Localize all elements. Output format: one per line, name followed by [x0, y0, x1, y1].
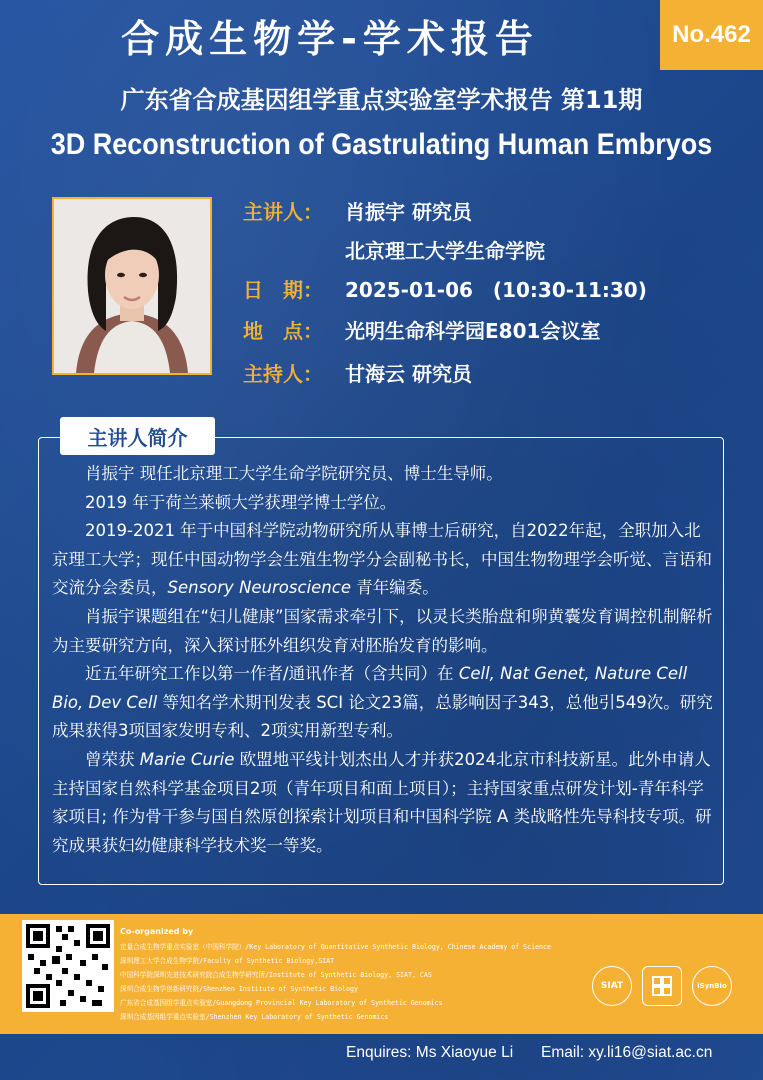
bio-text — [52, 460, 714, 860]
bio-paragraph: 肖振宇 现任北京理工大学生命学院研究员、博士生导师。 — [85, 464, 503, 483]
siat-logo: SIAT — [592, 966, 632, 1006]
poster-main-title: 合成生物学-学术报告 — [121, 17, 539, 61]
host-label: 主持人： — [243, 362, 323, 386]
enquiries-contact: Enquires: Ms Xiaoyue Li — [346, 1044, 514, 1061]
coorganizer-line: 深圳合成基因组学重点实验室/Shenzhen Key Laboratory of Synthetic Genomics — [120, 1013, 389, 1021]
issue-number-badge: No.462 — [660, 0, 763, 70]
isynbio-logo: iSynBio — [692, 966, 732, 1006]
bio-section-label: 主讲人简介 — [60, 417, 215, 455]
date-value: 2025-01-06 (10:30-11:30) — [345, 278, 647, 302]
qr-code-icon[interactable] — [22, 920, 114, 1012]
date-label: 日 期： — [243, 278, 323, 302]
journal-names: Cell, Nat Genet, Nature Cell Bio, Dev Cell — [52, 664, 688, 712]
location-label: 地 点： — [243, 319, 323, 343]
coorganizer-line: 中国科学院深圳先进技术研究院合成生物学研究所/Institute of Synthetic Biology, SIAT, CAS — [120, 971, 432, 979]
bio-paragraph: 2019-2021 年于中国科学院动物研究所从事博士后研究，自2022年起，全职加入北京理工大学；现任中国动物学会生殖生物学分会副秘书长，中国生物物理学会听觉、言语和交流分会委员，Sensory Neuroscience 青年编委。 — [52, 521, 712, 598]
award-name: Marie Curie — [139, 749, 235, 769]
speaker-affiliation: 北京理工大学生命学院 — [345, 239, 545, 263]
contact-email[interactable]: Email: xy.li16@siat.ac.cn — [541, 1044, 713, 1061]
speaker-label: 主讲人： — [243, 200, 323, 224]
coorganizer-line: 深圳理工大学合成生物学院/Faculty of Synthetic Biology,SIAT — [120, 957, 335, 965]
bio-paragraph: 肖振宇课题组在“妇儿健康”国家需求牵引下，以灵长类胎盘和卵黄囊发育调控机制解析为主要研究方向，深入探讨胚外组织发育对胚胎发育的影响。 — [52, 606, 713, 655]
poster-subtitle: 广东省合成基因组学重点实验室学术报告 第11期 — [120, 86, 643, 114]
coorganizer-line: 广东省合成基因组学重点实验室/Guangdong Provincial Key Laboratory of Synthetic Genomics — [120, 999, 443, 1007]
speaker-name: 肖振宇 研究员 — [345, 200, 472, 224]
portrait-illustration — [54, 199, 210, 373]
bio-paragraph: 近五年研究工作以第一作者/通讯作者（含共同）在 Cell, Nat Genet, Nature Cell Bio, Dev Cell 等知名学术期刊发表 SCI 论文23篇，总影响因子343，总他引549次。研究成果获得3项国家发明专利、2项实用新型专利。 — [52, 664, 713, 741]
institute-logo-icon — [642, 966, 682, 1006]
location-value: 光明生命科学园E801会议室 — [345, 319, 601, 343]
host-value: 甘海云 研究员 — [345, 362, 472, 386]
journal-name: Sensory Neuroscience — [167, 578, 351, 598]
bio-paragraph: 2019 年于荷兰莱顿大学获理学博士学位。 — [85, 492, 397, 512]
talk-title: 3D Reconstruction of Gastrulating Human Embryos — [50, 128, 713, 161]
coorganizer-line: 定量合成生物学重点实验室（中国科学院）/Key Laboratory of Quantitative Synthetic Biology, Chinese Academy of Science — [120, 943, 551, 951]
speaker-photo — [52, 197, 212, 375]
bio-paragraph: 曾荣获 Marie Curie 欧盟地平线计划杰出人才并获2024北京市科技新星。此外申请人主持国家自然科学基金项目2项（青年项目和面上项目）；主持国家重点研发计划-青年科学家项目; 作为骨干参与国自然原创探索计划项目和中国科学院 A 类战略性先导科技专项。研究成果获妇幼健康科学技术奖一等奖。 — [52, 749, 712, 855]
coorganizers-title: Co-organized by — [120, 927, 194, 936]
coorganizer-line: 深圳合成生物学创新研究院/Shenzhen Institute of Synthetic Biology — [120, 985, 358, 993]
